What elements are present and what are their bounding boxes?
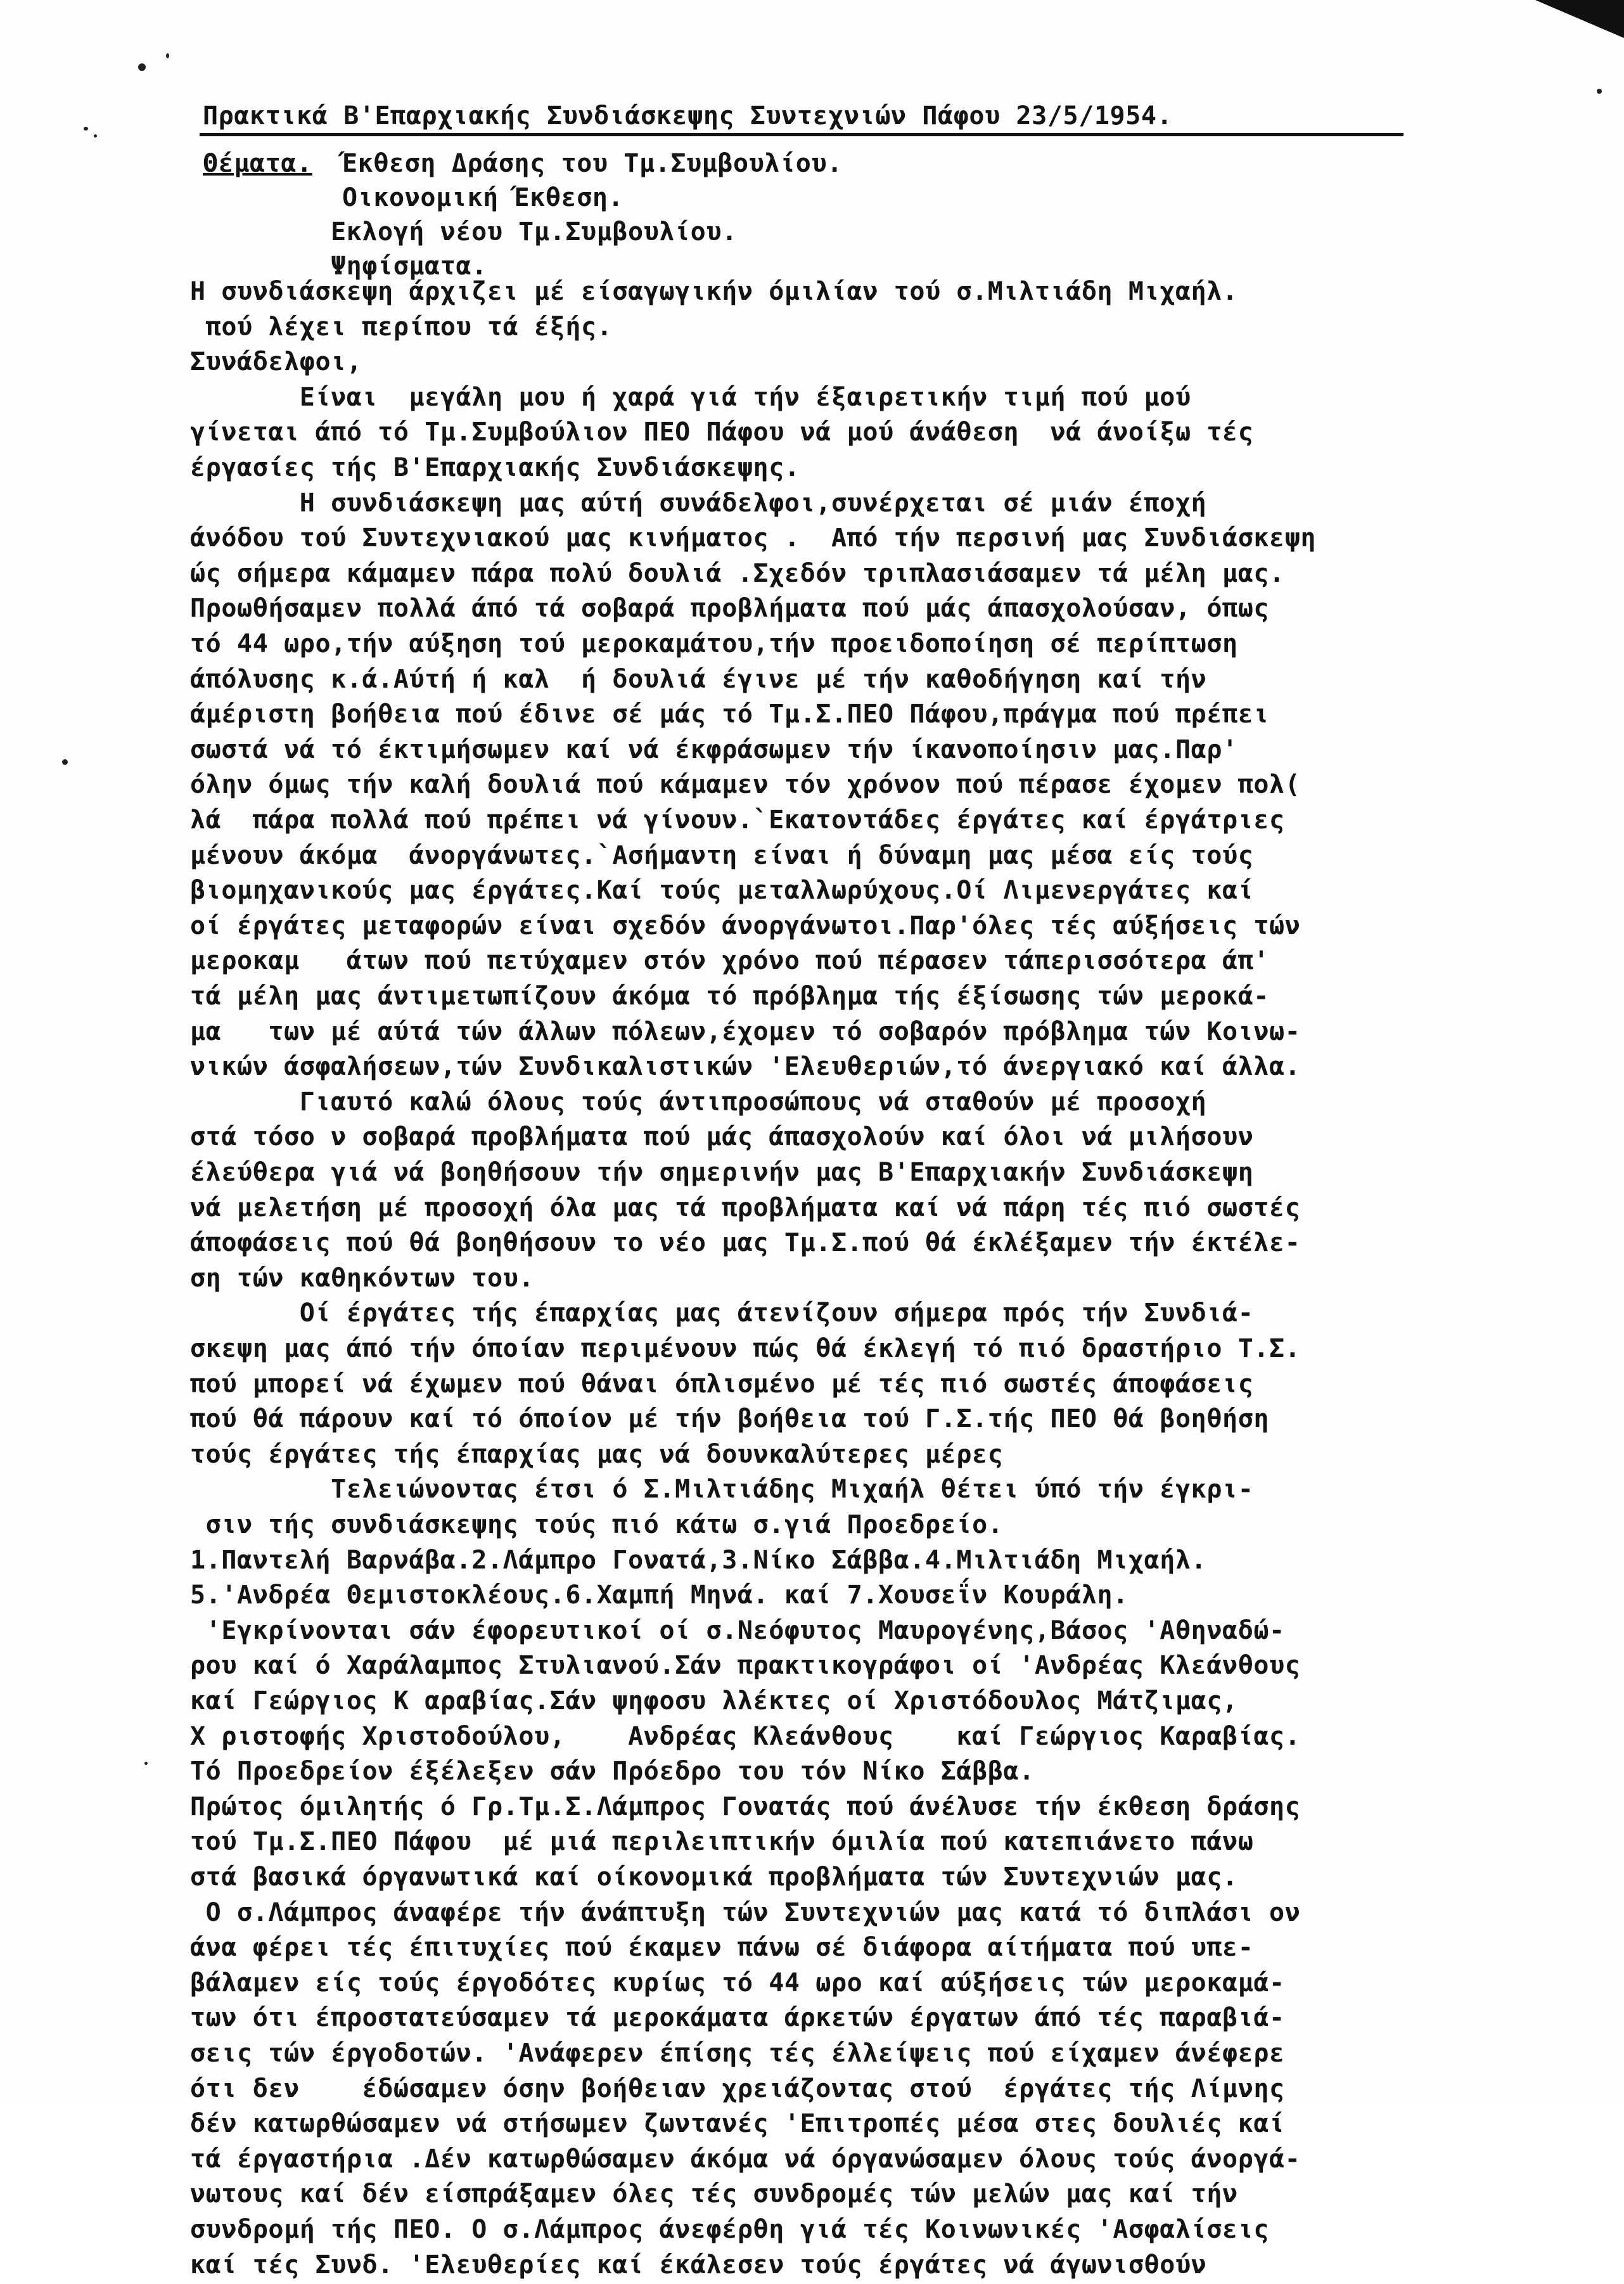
body-line: συνδρομή τής ΠΕΟ. Ο σ.Λάμπρος άνεφέρθη γιά τές Κοινωνικές 'Ασφαλίσεις (190, 2215, 1270, 2244)
body-line: Είναι μεγάλη μου ή χαρά γιά τήν έξαιρετικήν τιμή πού μού (190, 382, 1191, 412)
theme-item: Ψηφίσματα. (331, 252, 487, 281)
theme-item: Έκθεση Δράσης του Τμ.Συμβουλίου. (342, 149, 843, 178)
body-line: Συνάδελφοι, (190, 347, 362, 377)
body-line: των ότι έπροστατεύσαμεν τά μεροκάματα άρκετών έργατων άπό τές παραβιά- (190, 2003, 1285, 2033)
body-line: πού θά πάρουν καί τό όποίον μέ τήν βοήθεια τού Γ.Σ.τής ΠΕΟ θά βοηθήση (190, 1404, 1270, 1434)
body-line: Χ ριστοφής Χριστοδούλου, Ανδρέας Κλεάνθους καί Γεώργιος Καραβίας. (190, 1721, 1301, 1751)
body-line: Οί έργάτες τής έπαρχίας μας άτενίζουν σήμερα πρός τήν Συνδιά- (190, 1299, 1254, 1328)
theme-item: Εκλογή νέου Τμ.Συμβουλίου. (331, 217, 738, 247)
scan-speck (1597, 89, 1602, 94)
body-line: έλεύθερα γιά νά βοηθήσουν τήν σημερινήν μας Β'Επαρχιακήν Συνδιάσκεψη (190, 1158, 1254, 1187)
body-line: γίνεται άπό τό Τμ.Συμβούλιον ΠΕΟ Πάφου νά μού άνάθεση νά άνοίξω τές (190, 418, 1254, 447)
theme-item: Οικονομική Έκθεση. (342, 183, 624, 212)
body-line: οί έργάτες μεταφορών είναι σχεδόν άνοργάνωτοι.Παρ'όλες τές αύξήσεις τών (190, 911, 1301, 940)
body-line: άπόλυσης κ.ά.Αύτή ή καλ ή δουλιά έγινε μέ τήν καθοδήγηση καί τήν (190, 664, 1207, 694)
body-line: άνα φέρει τές έπιτυχίες πού έκαμεν πάνω σέ διάφορα αίτήματα πού υπε- (190, 1933, 1254, 1963)
scan-speck (94, 134, 97, 138)
body-line: τούς έργάτες τής έπαρχίας μας νά δουνκαλύτερες μέρες (190, 1439, 1004, 1469)
body-line: μα των μέ αύτά τών άλλων πόλεων,έχομεν τό σοβαρόν πρόβλημα τών Κοινω- (190, 1017, 1301, 1046)
body-line: βιομηχανικούς μας έργάτες.Καί τούς μεταλλωρύχους.Οί Λιμενεργάτες καί (190, 876, 1254, 906)
body-line: καί τές Συνδ. 'Ελευθερίες καί έκάλεσεν τούς έργάτες νά άγωνισθούν (190, 2250, 1207, 2280)
body-line: πού λέχει περίπου τά έξής. (190, 312, 613, 342)
body-line: όλην όμως τήν καλή δουλιά πού κάμαμεν τόν χρόνον πού πέρασε έχομεν πολ( (190, 770, 1301, 800)
body-line: πού μπορεί νά έχωμεν πού θάναι όπλισμένο μέ τές πιό σωστές άποφάσεις (190, 1369, 1254, 1399)
body-line: τά μέλη μας άντιμετωπίζουν άκόμα τό πρόβλημα τής έξίσωσης τών μεροκά- (190, 982, 1270, 1011)
body-line: Προωθήσαμεν πολλά άπό τά σοβαρά προβλήματα πού μάς άπασχολούσαν, όπως (190, 594, 1270, 624)
body-line: ση τών καθηκόντων του. (190, 1263, 535, 1293)
body-line: έργασίες τής Β'Επαρχιακής Συνδιάσκεψης. (190, 453, 800, 482)
scan-speck (144, 1762, 148, 1765)
body-line: στά βασικά όργανωτικά καί οίκονομικά προβλήματα τών Συντεχνιών μας. (190, 1863, 1238, 1892)
body-line: λά πάρα πολλά πού πρέπει νά γίνουν.`Εκατοντάδες έργάτες καί έργάτριες (190, 805, 1285, 835)
body-line: νωτους καί δέν είσπράξαμεν όλες τές συνδρομές τών μελών μας καί τήν (190, 2179, 1238, 2209)
body-line: ώς σήμερα κάμαμεν πάρα πολύ δουλιά .Σχεδόν τριπλασιάσαμεν τά μέλη μας. (190, 558, 1285, 588)
body-line: σεις τών έργοδοτών. 'Ανάφερεν έπίσης τές έλλείψεις πού είχαμεν άνέφερε (190, 2039, 1285, 2068)
body-line: βάλαμεν είς τούς έργοδότες κυρίως τό 44 ωρο καί αύξήσεις τών μεροκαμά- (190, 1968, 1285, 1998)
body-line: μένουν άκόμα άνοργάνωτες.`Ασήμαντη είναι ή δύναμη μας μέσα είς τούς (190, 840, 1254, 870)
body-line: τού Τμ.Σ.ΠΕΟ Πάφου μέ μιά περιλειπτικήν όμιλία πού κατεπιάνετο πάνω (190, 1827, 1254, 1857)
body-line: σωστά νά τό έκτιμήσωμεν καί νά έκφράσωμεν τήν ίκανοποίησιν μας.Παρ' (190, 735, 1238, 764)
scan-speck (138, 63, 146, 71)
scan-speck (62, 759, 68, 765)
body-line: σιν τής συνδιάσκεψης τούς πιό κάτω σ.γιά Προεδρείο. (190, 1510, 1004, 1539)
scan-speck (166, 53, 169, 58)
body-line: ότι δεν έδώσαμεν όσην βοήθειαν χρειάζοντας στού έργάτες τής Λίμνης (190, 2074, 1285, 2103)
document-title: Πρακτικά Β'Επαρχιακής Συνδιάσκεψης Συντεχνιών Πάφου 23/5/1954. (203, 101, 1173, 131)
body-line: Πρώτος όμιλητής ό Γρ.Τμ.Σ.Λάμπρος Γονατάς πού άνέλυσε τήν έκθεση δράσης (190, 1792, 1301, 1821)
body-line: Γιαυτό καλώ όλους τούς άντιπροσώπους νά σταθούν μέ προσοχή (190, 1087, 1207, 1117)
body-line: Η συνδιάσκεψη μας αύτή συνάδελφοι,συνέρχεται σέ μιάν έποχή (190, 488, 1207, 518)
title-underline (200, 133, 1403, 136)
body-line: δέν κατωρθώσαμεν νά στήσωμεν ζωντανές 'Επιτροπές μέσα στες δουλιές καί (190, 2109, 1285, 2139)
body-line: Τελειώνοντας έτσι ό Σ.Μιλτιάδης Μιχαήλ θέτει ύπό τήν έγκρι- (190, 1475, 1254, 1504)
body-line: μεροκαμ άτων πού πετύχαμεν στόν χρόνο πού πέρασεν τάπερισσότερα άπ' (190, 946, 1270, 976)
body-line: Η συνδιάσκεψη άρχιζει μέ είσαγωγικήν όμιλίαν τού σ.Μιλτιάδη Μιχαήλ. (190, 277, 1238, 306)
body-line: καί Γεώργιος Κ αραβίας.Σάν ψηφοσυ λλέκτες οί Χριστόδουλος Μάτζιμας, (190, 1686, 1238, 1716)
body-line: Τό Προεδρείον έξέλεξεν σάν Πρόεδρο του τόν Νίκο Σάββα. (190, 1757, 1035, 1787)
scan-corner-shadow (1535, 0, 1624, 38)
body-line: άποφάσεις πού θά βοηθήσουν το νέο μας Τμ.Σ.πού θά έκλέξαμεν τήν έκτέλε- (190, 1228, 1301, 1258)
body-line: νά μελετήση μέ προσοχή όλα μας τά προβλήματα καί νά πάρη τές πιό σωστές (190, 1193, 1301, 1222)
body-line: άνόδου τού Συντεχνιακού μας κινήματος . Από τήν περσινή μας Συνδιάσκεψη (190, 523, 1317, 553)
body-line: τό 44 ωρο,τήν αύξηση τού μεροκαμάτου,τήν προειδοποίηση σέ περίπτωση (190, 629, 1238, 658)
body-line: σκεψη μας άπό τήν όποίαν περιμένουν πώς θά έκλεγή τό πιό δραστήριο Τ.Σ. (190, 1334, 1301, 1363)
body-line: στά τόσο ν σοβαρά προβλήματα πού μάς άπασχολούν καί όλοι νά μιλήσουν (190, 1122, 1254, 1152)
body-line: 'Εγκρίνονται σάν έφορευτικοί οί σ.Νεόφυτος Μαυρογένης,Βάσος 'Αθηναδώ- (190, 1615, 1285, 1645)
body-line: 5.'Ανδρέα Θεμιστοκλέους.6.Χαμπή Μηνά. καί 7.Χουσεΐν Κουράλη. (190, 1581, 1128, 1610)
themes-label: Θέματα. (203, 149, 312, 178)
body-line: 1.Παντελή Βαρνάβα.2.Λάμπρο Γονατά,3.Νίκο Σάββα.4.Μιλτιάδη Μιχαήλ. (190, 1545, 1207, 1575)
scan-speck (84, 127, 88, 131)
body-line: τά έργαστήρια .Δέν κατωρθώσαμεν άκόμα νά όργανώσαμεν όλους τούς άνοργά- (190, 2144, 1301, 2174)
body-line: ρου καί ό Χαράλαμπος Στυλιανού.Σάν πρακτικογράφοι οί 'Ανδρέας Κλεάνθους (190, 1651, 1301, 1681)
body-line: Ο σ.Λάμπρος άναφέρε τήν άνάπτυξη τών Συντεχνιών μας κατά τό διπλάσι ον (190, 1897, 1301, 1927)
body-line: νικών άσφαλήσεων,τών Συνδικαλιστικών 'Ελευθεριών,τό άνεργιακό καί άλλα. (190, 1052, 1301, 1082)
body-line: άμέριστη βοήθεια πού έδινε σέ μάς τό Τμ.Σ.ΠΕΟ Πάφου,πράγμα πού πρέπει (190, 700, 1270, 729)
